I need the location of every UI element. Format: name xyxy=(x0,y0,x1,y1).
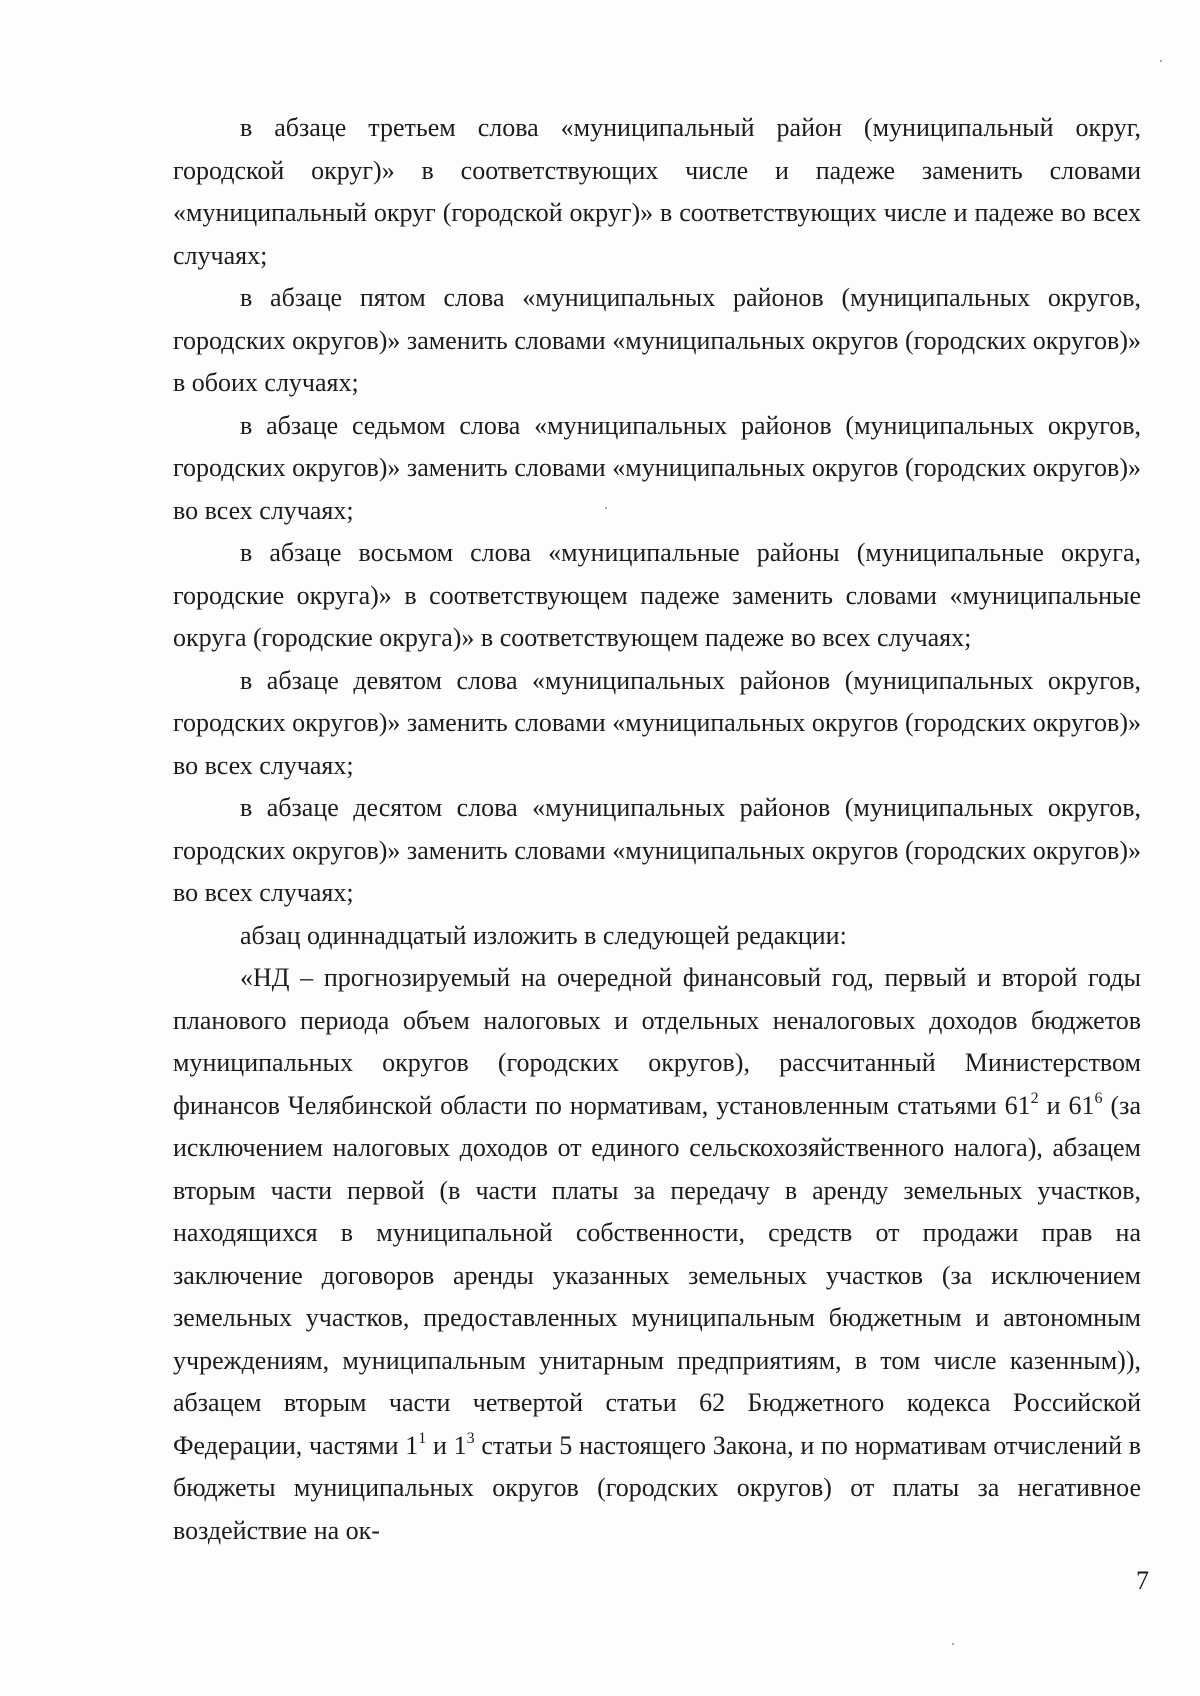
scan-speck xyxy=(952,1643,954,1645)
superscript: 2 xyxy=(1030,1089,1039,1107)
paragraph-text: «НД – прогнозируемый на очередной финансовый год, первый и второй годы планового периода объем налоговых и отдельных неналоговых доходов бюджетов муниципальных округов (городских округов), рассчитанный Министерством финансов Челябинской области по нормативам, установленным статьями 61 xyxy=(173,963,1141,1120)
superscript: 1 xyxy=(418,1429,427,1447)
superscript: 3 xyxy=(466,1429,475,1447)
document-body xyxy=(173,107,1141,1552)
paragraph: абзац одиннадцатый изложить в следующей редакции: xyxy=(240,920,847,950)
paragraph: в абзаце восьмом слова «муниципальные районы (муниципальные округа, городские округа)» в соответствующем падеже заменить словами «муниципальные округа (городские округа)» в соответствующем падеже во всех случаях; xyxy=(173,538,1141,652)
page-number: 7 xyxy=(1136,1566,1149,1595)
paragraph: в абзаце третьем слова «муниципальный район (муниципальный округ, городской округ)» в соответствующих числе и падеже заменить словами «муниципальный округ (городской округ)» в соответствующих числе и падеже во всех случаях; xyxy=(173,113,1141,270)
paragraph: в абзаце девятом слова «муниципальных районов (муниципальных округов, городских округов)» заменить словами «муниципальных округов (городских округов)» во всех случаях; xyxy=(173,665,1141,780)
paragraph-text: и 1 xyxy=(426,1430,467,1460)
paragraph-text: (за исключением налоговых доходов от единого сельскохозяйственного налога), абзацем вторым части первой (в части платы за передачу в аренду земельных участков, находящихся в муниципальной собственности, средств от продажи прав на заключение договоров аренды указанных земельных участков (за исключением земельных участков, предоставленных муниципальным бюджетным и автономным учреждениям, муниципальным унитарным предприятиям, в том числе казенным)), абзацем вторым части четвертой статьи 62 Бюджетного кодекса Российской Федерации, частями 1 xyxy=(173,1090,1141,1460)
superscript: 6 xyxy=(1094,1089,1103,1107)
scan-speck xyxy=(605,507,607,509)
paragraph-text: статьи 5 настоящего Закона, и по нормативам отчислений в бюджеты муниципальных округов (городских округов) от платы за негативное воздействие на ок- xyxy=(173,1430,1141,1545)
paragraph: в абзаце пятом слова «муниципальных районов (муниципальных округов, городских округов)» заменить словами «муниципальных округов (городских округов)» в обоих случаях; xyxy=(173,283,1141,397)
paragraph-text: и 61 xyxy=(1038,1090,1095,1120)
formula-definition-paragraph xyxy=(173,957,1141,1552)
paragraph: в абзаце десятом слова «муниципальных районов (муниципальных округов, городских округов)» заменить словами «муниципальных округов (городских округов)» во всех случаях; xyxy=(173,793,1141,907)
paragraph: в абзаце седьмом слова «муниципальных районов (муниципальных округов, городских округов)» заменить словами «муниципальных округов (городских округов)» во всех случаях; xyxy=(173,410,1141,525)
scan-speck xyxy=(1160,60,1162,62)
